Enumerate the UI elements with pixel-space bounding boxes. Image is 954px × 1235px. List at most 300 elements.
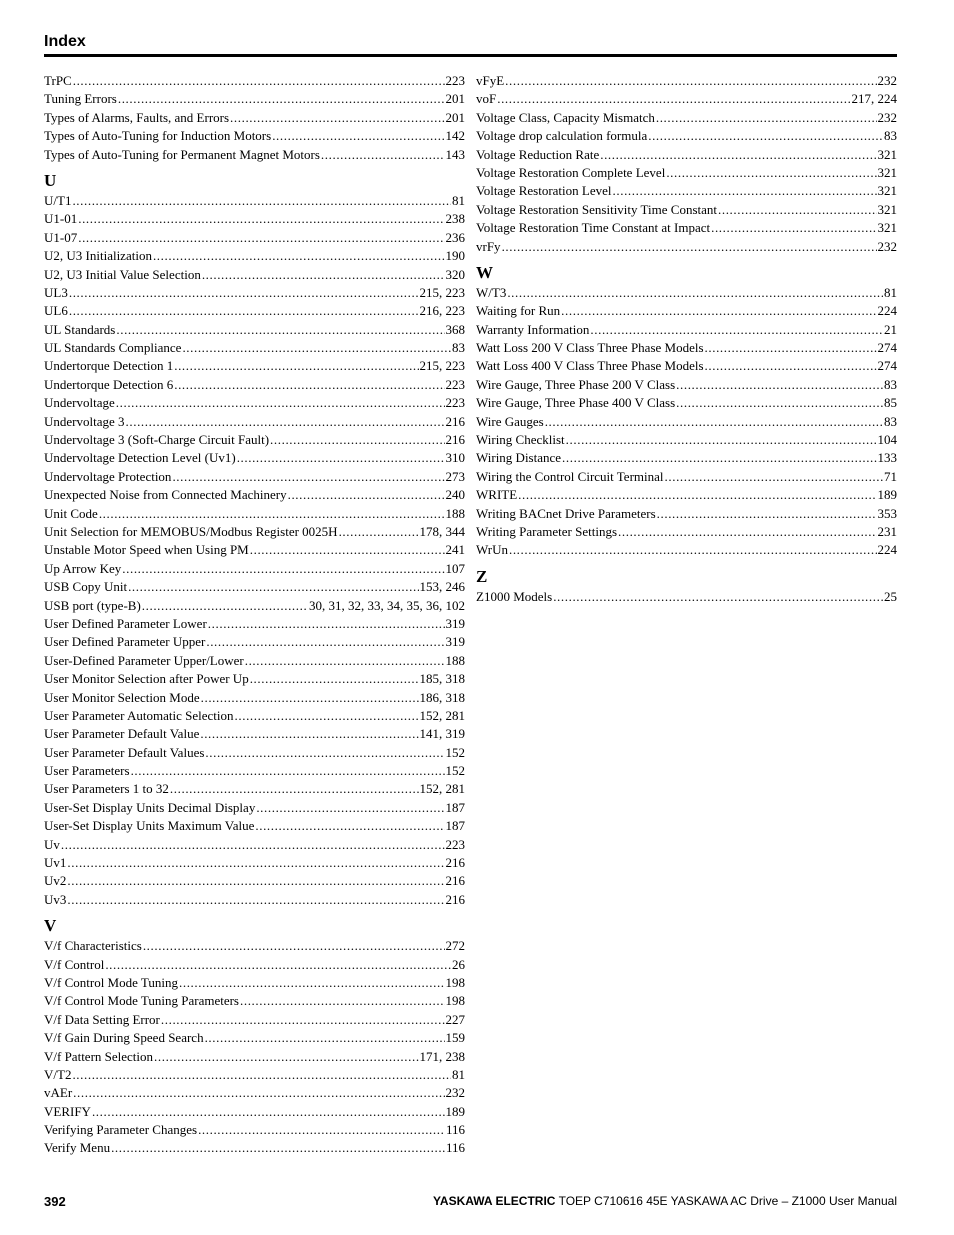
- dot-leader: [256, 799, 444, 817]
- index-term: Wiring the Control Circuit Terminal: [476, 468, 664, 484]
- dot-leader: [270, 431, 444, 449]
- dot-leader: [237, 449, 445, 467]
- index-entry: [476, 486, 897, 504]
- index-page-ref: 81: [884, 284, 897, 300]
- dot-leader: [72, 192, 451, 210]
- index-page-ref: 187: [445, 818, 465, 834]
- index-entry: [44, 90, 465, 108]
- index-page-ref: 152: [445, 744, 465, 760]
- dot-leader: [705, 339, 877, 357]
- index-page-ref: 224: [877, 303, 897, 319]
- index-term: Uv3: [44, 891, 67, 907]
- index-page-ref: 30, 31, 32, 33, 34, 35, 36, 102: [309, 597, 465, 613]
- index-section-letter: Z: [476, 566, 488, 586]
- index-page-ref: 142: [445, 128, 465, 144]
- index-term: User-Set Display Units Maximum Value: [44, 818, 255, 834]
- index-term: Wire Gauge, Three Phase 200 V Class: [476, 376, 676, 392]
- index-page-ref: 215, 223: [419, 358, 465, 374]
- index-term: Wiring Checklist: [476, 432, 565, 448]
- index-term: User Monitor Selection Mode: [44, 689, 200, 705]
- index-term: WRITE: [476, 487, 518, 503]
- index-page-ref: 310: [445, 450, 465, 466]
- index-entry: [44, 937, 465, 955]
- index-entry: [44, 780, 465, 798]
- index-page-ref: 104: [877, 432, 897, 448]
- index-entry: [44, 505, 465, 523]
- index-page-ref: 116: [445, 1140, 465, 1156]
- dot-leader: [205, 1029, 445, 1047]
- index-entry: [44, 817, 465, 835]
- index-term: Undervoltage: [44, 395, 115, 411]
- dot-leader: [69, 302, 419, 320]
- index-entry: [44, 449, 465, 467]
- index-page-ref: 188: [445, 505, 465, 521]
- index-page-ref: 319: [445, 634, 465, 650]
- dot-leader: [172, 468, 444, 486]
- index-entry: [476, 201, 897, 219]
- index-page-ref: 141, 319: [419, 726, 465, 742]
- index-term: Types of Auto-Tuning for Permanent Magnet Motors: [44, 146, 320, 162]
- index-term: Wiring Distance: [476, 450, 562, 466]
- index-page-ref: 223: [445, 376, 465, 392]
- index-page-ref: 186, 318: [419, 689, 465, 705]
- index-term: V/T2: [44, 1066, 72, 1082]
- index-entry: [44, 1139, 465, 1157]
- index-entry: [476, 321, 897, 339]
- index-entry: [44, 799, 465, 817]
- index-term: User Parameter Default Values: [44, 744, 205, 760]
- index-page-ref: 216: [445, 855, 465, 871]
- index-term: User Parameters: [44, 763, 130, 779]
- index-term: U1-07: [44, 229, 78, 245]
- index-page-ref: 232: [877, 109, 897, 125]
- index-term: UL Standards: [44, 321, 116, 337]
- page-number: 392: [44, 1194, 66, 1209]
- index-term: Verify Menu: [44, 1140, 111, 1156]
- index-entry: [44, 266, 465, 284]
- dot-leader: [497, 90, 850, 108]
- index-term: Wire Gauge, Three Phase 400 V Class: [476, 395, 676, 411]
- index-term: Types of Alarms, Faults, and Errors: [44, 109, 230, 125]
- index-page-ref: 25: [884, 588, 897, 604]
- index-term: UL Standards Compliance: [44, 340, 182, 356]
- index-entry: [44, 956, 465, 974]
- index-page-ref: 171, 238: [419, 1048, 465, 1064]
- index-entry: [44, 762, 465, 780]
- index-entry: [44, 725, 465, 743]
- index-term: Verifying Parameter Changes: [44, 1122, 198, 1138]
- index-term: Types of Auto-Tuning for Induction Motors: [44, 128, 272, 144]
- index-entry: [44, 615, 465, 633]
- index-page-ref: 81: [452, 192, 465, 208]
- dot-leader: [509, 541, 877, 559]
- index-term: TrPC: [44, 73, 72, 88]
- index-page-ref: 223: [445, 836, 465, 852]
- index-term: U2, U3 Initialization: [44, 248, 152, 264]
- index-entry: [44, 146, 465, 164]
- index-term: Uv2: [44, 873, 67, 889]
- index-term: V/f Control Mode Tuning: [44, 974, 178, 990]
- index-column-left: [44, 72, 465, 1158]
- index-entry: [44, 321, 465, 339]
- index-term: U/T1: [44, 192, 72, 208]
- index-page-ref: 232: [877, 238, 897, 254]
- index-page-ref: 319: [445, 615, 465, 631]
- index-term: Unstable Motor Speed when Using PM: [44, 542, 249, 558]
- dot-leader: [78, 210, 444, 228]
- index-entry: [44, 854, 465, 872]
- index-entry: [476, 182, 897, 200]
- dot-leader: [718, 201, 877, 219]
- index-entry: [476, 394, 897, 412]
- index-term: USB Copy Unit: [44, 579, 128, 595]
- index-page-ref: 201: [445, 91, 465, 107]
- dot-leader: [201, 689, 419, 707]
- index-page-ref: 26: [452, 956, 465, 972]
- index-page-ref: 216: [445, 891, 465, 907]
- index-entry: [44, 127, 465, 145]
- index-entry: [476, 127, 897, 145]
- index-entry: [476, 413, 897, 431]
- dot-leader: [676, 394, 883, 412]
- index-entry: [476, 219, 897, 237]
- index-entry: [476, 238, 897, 256]
- dot-leader: [518, 486, 876, 504]
- index-entry: [44, 633, 465, 651]
- dot-leader: [118, 90, 445, 108]
- index-page-ref: 227: [445, 1011, 465, 1027]
- dot-leader: [250, 670, 419, 688]
- index-page-ref: 321: [877, 220, 897, 236]
- dot-leader: [99, 505, 445, 523]
- dot-leader: [126, 413, 445, 431]
- dot-leader: [72, 1066, 451, 1084]
- dot-leader: [67, 854, 444, 872]
- index-entry: [44, 431, 465, 449]
- index-page-ref: 133: [877, 450, 897, 466]
- index-entry: [44, 652, 465, 670]
- dot-leader: [240, 992, 445, 1010]
- index-entry: [44, 284, 465, 302]
- index-entry: [44, 836, 465, 854]
- index-page-ref: 71: [884, 468, 897, 484]
- index-term: User Defined Parameter Lower: [44, 615, 207, 631]
- index-page-ref: 189: [445, 1103, 465, 1119]
- index-page-ref: 143: [445, 146, 465, 162]
- index-term: Uv: [44, 836, 60, 852]
- index-term: Voltage Restoration Complete Level: [476, 164, 666, 180]
- index-term: Up Arrow Key: [44, 560, 122, 576]
- index-entry: [44, 891, 465, 909]
- dot-leader: [61, 836, 445, 854]
- dot-leader: [67, 872, 444, 890]
- dot-leader: [131, 762, 445, 780]
- index-page-ref: 152, 281: [419, 781, 465, 797]
- index-term: Writing BACnet Drive Parameters: [476, 505, 656, 521]
- index-column-right: [476, 72, 897, 606]
- index-section-letter: V: [44, 916, 57, 936]
- index-page-ref: 215, 223: [419, 284, 465, 300]
- index-entry: [476, 431, 897, 449]
- index-page-ref: 236: [445, 229, 465, 245]
- dot-leader: [206, 633, 444, 651]
- index-entry: [44, 339, 465, 357]
- dot-leader: [656, 109, 877, 127]
- index-page-ref: 153, 246: [419, 579, 465, 595]
- dot-leader: [116, 394, 445, 412]
- index-term: Undervoltage Protection: [44, 468, 172, 484]
- index-term: V/f Control Mode Tuning Parameters: [44, 993, 239, 1009]
- dot-leader: [665, 468, 883, 486]
- dot-leader: [92, 1103, 445, 1121]
- index-page-ref: 159: [445, 1030, 465, 1046]
- index-page-ref: 152: [445, 763, 465, 779]
- index-entry: [44, 541, 465, 559]
- index-page-ref: 216: [445, 873, 465, 889]
- dot-leader: [200, 725, 418, 743]
- index-entry: [476, 90, 897, 108]
- index-term: Unexpected Noise from Connected Machinery: [44, 487, 287, 503]
- index-term: Writing Parameter Settings: [476, 523, 618, 539]
- index-term: V/f Data Setting Error: [44, 1011, 160, 1027]
- index-term: voF: [476, 91, 497, 107]
- index-page-ref: 272: [445, 938, 465, 954]
- index-term: Watt Loss 200 V Class Three Phase Models: [476, 340, 704, 356]
- dot-leader: [590, 321, 883, 339]
- index-page-ref: 81: [452, 1066, 465, 1082]
- index-page-ref: 368: [445, 321, 465, 337]
- index-entry: [44, 376, 465, 394]
- dot-leader: [250, 541, 445, 559]
- index-page-ref: 107: [445, 560, 465, 576]
- index-page-ref: 21: [884, 321, 897, 337]
- dot-leader: [553, 588, 883, 606]
- dot-leader: [566, 431, 877, 449]
- index-entry: [476, 146, 897, 164]
- index-term: Undertorque Detection 6: [44, 376, 174, 392]
- dot-leader: [170, 780, 419, 798]
- dot-leader: [339, 523, 419, 541]
- index-term: VERIFY: [44, 1103, 91, 1119]
- index-entry: [44, 1121, 465, 1139]
- dot-leader: [182, 339, 451, 357]
- index-entry: [44, 670, 465, 688]
- index-term: vAEr: [44, 1085, 73, 1101]
- index-page-ref: 83: [452, 340, 465, 356]
- index-entry: [44, 1066, 465, 1084]
- index-page-ref: 274: [877, 340, 897, 356]
- dot-leader: [230, 109, 444, 127]
- dot-leader: [613, 182, 877, 200]
- dot-leader: [235, 707, 419, 725]
- index-page-ref: 178, 344: [419, 523, 465, 539]
- index-entry: [44, 689, 465, 707]
- index-entry: [476, 284, 897, 302]
- index-section-letter: U: [44, 170, 57, 190]
- dot-leader: [174, 376, 444, 394]
- index-entry: [476, 164, 897, 182]
- dot-leader: [154, 1048, 418, 1066]
- index-entry: [44, 468, 465, 486]
- index-entry: [44, 109, 465, 127]
- index-term: Uv1: [44, 855, 67, 871]
- index-term: User Parameters 1 to 32: [44, 781, 169, 797]
- dot-leader: [73, 1084, 444, 1102]
- index-page-ref: 85: [884, 395, 897, 411]
- index-term: USB port (type-B): [44, 597, 141, 613]
- header-divider: [44, 54, 897, 57]
- dot-leader: [116, 321, 444, 339]
- index-entry: [44, 247, 465, 265]
- index-term: Undervoltage Detection Level (Uv1): [44, 450, 236, 466]
- index-term: User-Set Display Units Decimal Display: [44, 799, 256, 815]
- dot-leader: [502, 238, 877, 256]
- index-page-ref: 152, 281: [419, 707, 465, 723]
- dot-leader: [545, 413, 883, 431]
- index-page-ref: 223: [445, 395, 465, 411]
- dot-leader: [245, 652, 445, 670]
- index-entry: [44, 578, 465, 596]
- index-term: Wire Gauges: [476, 413, 544, 429]
- index-entry: [44, 1084, 465, 1102]
- index-page-ref: 321: [877, 164, 897, 180]
- dot-leader: [198, 1121, 445, 1139]
- index-term: User Parameter Default Value: [44, 726, 200, 742]
- footer-brand: YASKAWA ELECTRIC: [433, 1194, 556, 1208]
- index-page-ref: 83: [884, 128, 897, 144]
- index-entry: [476, 302, 897, 320]
- index-entry: [476, 339, 897, 357]
- index-term: Undervoltage 3 (Soft-Charge Circuit Fault): [44, 432, 270, 448]
- index-page-ref: 231: [877, 523, 897, 539]
- index-entry: [476, 357, 897, 375]
- index-term: Voltage Restoration Sensitivity Time Constant: [476, 201, 717, 217]
- index-page-ref: 240: [445, 487, 465, 503]
- index-term: User Monitor Selection after Power Up: [44, 671, 249, 687]
- index-term: Voltage Restoration Time Constant at Impact: [476, 220, 711, 236]
- index-page-ref: 216: [445, 432, 465, 448]
- index-entry: [44, 974, 465, 992]
- index-term: Unit Code: [44, 505, 98, 521]
- index-entry: [476, 588, 897, 606]
- index-page-ref: 321: [877, 146, 897, 162]
- index-page-ref: 320: [445, 266, 465, 282]
- index-page-ref: 217, 224: [851, 91, 897, 107]
- dot-leader: [122, 560, 444, 578]
- index-entry: [44, 1029, 465, 1047]
- index-entry: [44, 1103, 465, 1121]
- index-term: U1-01: [44, 211, 78, 227]
- dot-leader: [600, 146, 876, 164]
- index-term: W/T3: [476, 284, 507, 300]
- dot-leader: [321, 146, 445, 164]
- dot-leader: [128, 578, 418, 596]
- index-page-ref: 273: [445, 468, 465, 484]
- index-entry: [44, 872, 465, 890]
- index-page-ref: 83: [884, 413, 897, 429]
- index-page-ref: 224: [877, 542, 897, 558]
- index-term: UL3: [44, 284, 68, 300]
- index-page-ref: 190: [445, 248, 465, 264]
- index-page-ref: 187: [445, 799, 465, 815]
- index-entry: [44, 192, 465, 210]
- index-term: Voltage Class, Capacity Mismatch: [476, 109, 655, 125]
- index-entry: [44, 992, 465, 1010]
- index-page-ref: 216: [445, 413, 465, 429]
- index-page-ref: 189: [877, 487, 897, 503]
- index-term: V/f Control: [44, 956, 105, 972]
- dot-leader: [69, 284, 419, 302]
- index-term: Undervoltage 3: [44, 413, 125, 429]
- index-page-ref: 353: [877, 505, 897, 521]
- index-term: V/f Gain During Speed Search: [44, 1030, 204, 1046]
- dot-leader: [711, 219, 876, 237]
- index-entry: [44, 707, 465, 725]
- index-term: Voltage Reduction Rate: [476, 146, 600, 162]
- index-entry: [44, 744, 465, 762]
- dot-leader: [202, 266, 445, 284]
- index-entry: [44, 1048, 465, 1066]
- index-term: vrFy: [476, 238, 501, 254]
- dot-leader: [507, 284, 883, 302]
- index-page-ref: 201: [445, 109, 465, 125]
- index-entry: [44, 394, 465, 412]
- index-term: Watt Loss 400 V Class Three Phase Models: [476, 358, 704, 374]
- index-entry: [476, 468, 897, 486]
- dot-leader: [105, 956, 451, 974]
- dot-leader: [705, 357, 877, 375]
- index-page-ref: 232: [445, 1085, 465, 1101]
- index-entry: [476, 541, 897, 559]
- index-entry: [44, 357, 465, 375]
- index-page-ref: 198: [445, 974, 465, 990]
- dot-leader: [111, 1139, 445, 1157]
- index-entry: [476, 505, 897, 523]
- index-entry: [44, 210, 465, 228]
- index-entry: [44, 486, 465, 504]
- dot-leader: [657, 505, 877, 523]
- index-entry: [44, 523, 465, 541]
- index-term: User Parameter Automatic Selection: [44, 707, 234, 723]
- index-term: Warranty Information: [476, 321, 590, 337]
- index-entry: [476, 523, 897, 541]
- index-page-ref: 185, 318: [419, 671, 465, 687]
- dot-leader: [205, 744, 444, 762]
- index-term: Tuning Errors: [44, 91, 117, 107]
- index-term: User-Defined Parameter Upper/Lower: [44, 652, 244, 668]
- index-term: Waiting for Run: [476, 303, 561, 319]
- dot-leader: [288, 486, 445, 504]
- index-page-ref: 274: [877, 358, 897, 374]
- index-term: V/f Characteristics: [44, 938, 142, 954]
- footer-manual-title: [433, 1194, 897, 1208]
- index-page-ref: 83: [884, 376, 897, 392]
- dot-leader: [272, 127, 444, 145]
- index-term: Voltage Restoration Level: [476, 183, 612, 199]
- index-page-ref: 116: [445, 1122, 465, 1138]
- dot-leader: [143, 937, 445, 955]
- dot-leader: [153, 247, 445, 265]
- index-term: Voltage drop calculation formula: [476, 128, 648, 144]
- index-term: vFyE: [476, 73, 505, 88]
- index-entry: [44, 560, 465, 578]
- index-entry: [44, 302, 465, 320]
- dot-leader: [618, 523, 876, 541]
- index-page-ref: 321: [877, 201, 897, 217]
- dot-leader: [73, 72, 445, 90]
- index-page-ref: 241: [445, 542, 465, 558]
- index-section-letter: W: [476, 262, 493, 282]
